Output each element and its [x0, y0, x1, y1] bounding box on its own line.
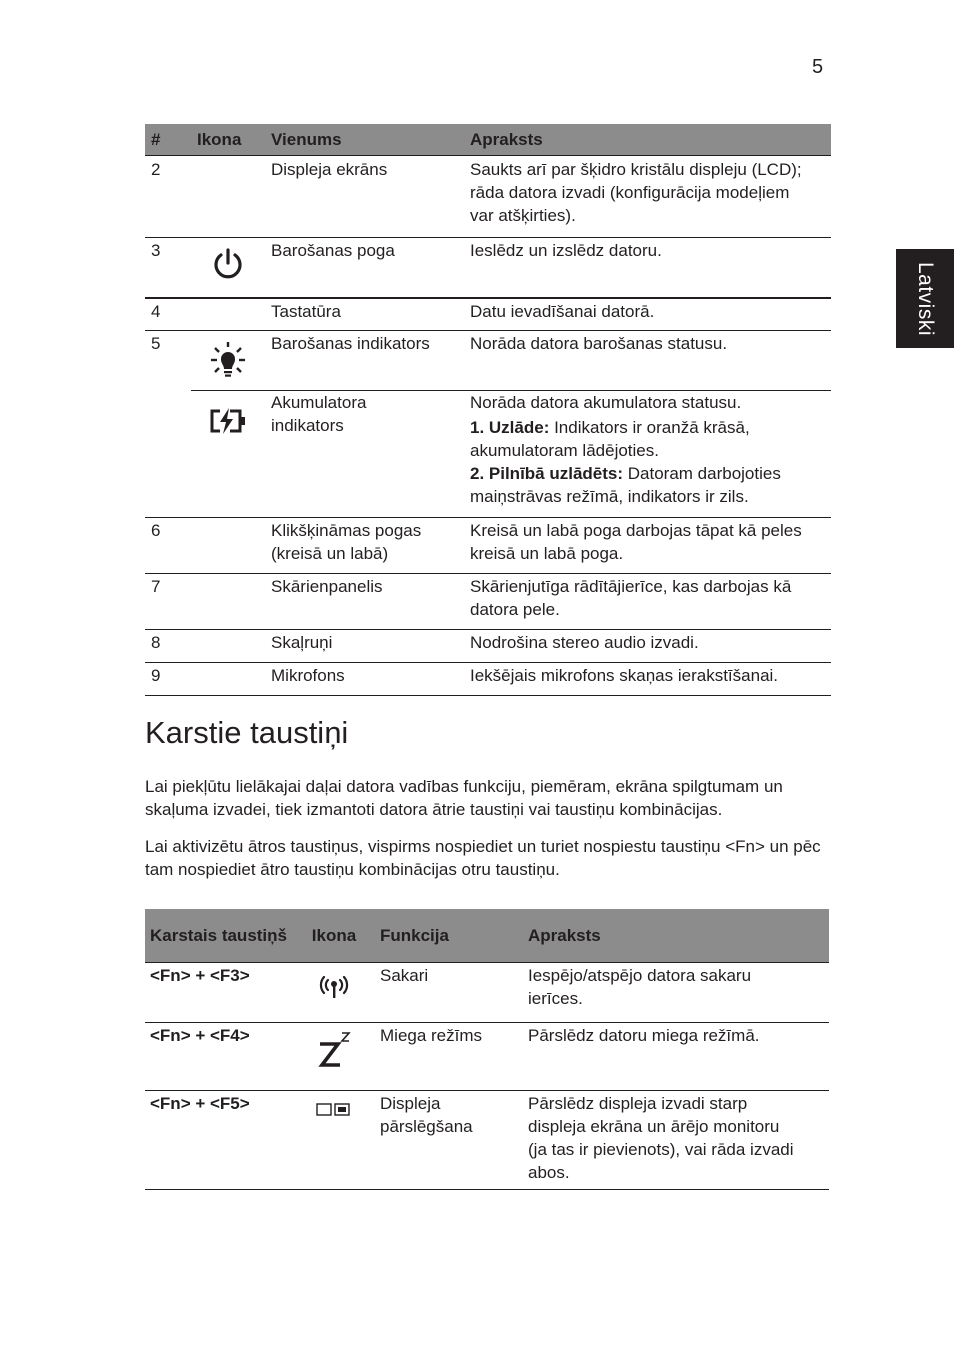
desc-line: akumulatoram lādējoties.	[470, 441, 659, 460]
row-icon-empty	[191, 663, 265, 696]
row-item: Barošanas indikators	[265, 331, 464, 391]
hotkey-function: Miega režīms	[375, 1023, 523, 1091]
table-row	[145, 518, 831, 574]
hotkey-combo: <Fn> + <F5>	[145, 1091, 293, 1190]
row-icon	[191, 331, 265, 391]
row-description: Ieslēdz un izslēdz datoru.	[464, 238, 831, 299]
desc-line: displeja ekrāna un ārējo monitoru	[528, 1117, 780, 1136]
components-table	[145, 124, 831, 696]
table-row	[145, 298, 831, 331]
row-item: Tastatūra	[265, 298, 464, 331]
power-icon	[211, 247, 245, 281]
header-hotkey: Karstais taustiņš	[145, 909, 293, 963]
display-toggle-icon	[314, 1102, 354, 1118]
header-icon: Ikona	[293, 909, 375, 963]
desc-line: abos.	[528, 1163, 570, 1182]
row-item: Mikrofons	[265, 663, 464, 696]
header-item: Vienums	[265, 124, 464, 156]
table-header-row	[145, 909, 829, 963]
desc-line: datora pele.	[470, 600, 560, 619]
row-icon	[191, 238, 265, 299]
desc-text: Indikators ir oranžā krāsā,	[549, 418, 750, 437]
row-description	[464, 518, 831, 574]
intro-paragraph: Lai piekļūtu lielākajai daļai datora vadības funkciju, piemēram, ekrāna spilgtumam un skaļuma izvadei, tiek izmantoti datora ātrie taustiņi vai taustiņu kombinācijas.	[145, 777, 783, 819]
item-line: Akumulatora	[271, 393, 367, 412]
desc-line	[470, 462, 825, 485]
row-icon-empty	[191, 630, 265, 663]
row-item: Displeja ekrāns	[265, 156, 464, 238]
desc-label: 2. Pilnībā uzlādēts:	[470, 464, 624, 483]
desc-line	[470, 416, 825, 439]
row-number: 8	[145, 630, 191, 663]
row-number: 3	[145, 238, 191, 299]
desc-line: Iespējo/atspējo datora sakaru	[528, 966, 752, 985]
wireless-icon	[314, 970, 354, 1000]
section-title: Karstie taustiņi	[145, 715, 349, 750]
desc-line: Kreisā un labā poga darbojas tāpat kā peles	[470, 521, 802, 540]
hotkey-description: Pārslēdz datoru miega režīmā.	[523, 1023, 829, 1091]
header-description: Apraksts	[464, 124, 831, 156]
hotkey-description	[523, 963, 829, 1023]
row-number: 7	[145, 574, 191, 630]
sleep-icon	[314, 1030, 354, 1070]
desc-line: Saukts arī par šķidro kristālu displeju (LCD);	[470, 160, 802, 179]
desc-line: ierīces.	[528, 989, 583, 1008]
desc-line: Skārienjutīga rādītājierīce, kas darbojas kā	[470, 577, 792, 596]
row-icon	[191, 391, 265, 518]
table-header-row	[145, 124, 831, 156]
row-number: 2	[145, 156, 191, 238]
desc-line: rāda datora izvadi (konfigurācija modeļiem	[470, 183, 790, 202]
desc-line: Pārslēdz displeja izvadi starp	[528, 1094, 748, 1113]
hotkey-function	[375, 1091, 523, 1190]
instruction-paragraph: Lai aktivizētu ātros taustiņus, vispirms nospiediet un turiet nospiestu taustiņu <Fn> un pēc tam nospiediet ātro taustiņu kombinācijas otru taustiņu.	[145, 837, 821, 879]
row-item	[265, 518, 464, 574]
func-line: Displeja	[380, 1094, 441, 1113]
table-row	[145, 391, 831, 518]
row-description: Datu ievadīšanai datorā.	[464, 298, 831, 331]
row-number: 4	[145, 298, 191, 331]
desc-line: Norāda datora akumulatora statusu.	[470, 393, 742, 412]
row-number: 9	[145, 663, 191, 696]
row-description	[464, 156, 831, 238]
page-number: 5	[812, 56, 824, 78]
table-row	[145, 331, 831, 391]
desc-line: kreisā un labā poga.	[470, 544, 624, 563]
func-line: pārslēgšana	[380, 1117, 473, 1136]
table-row	[145, 238, 831, 299]
table-row	[145, 1091, 829, 1190]
row-icon-empty	[191, 298, 265, 331]
item-line: (kreisā un labā)	[271, 544, 389, 563]
header-number: #	[145, 124, 191, 156]
row-number: 5	[145, 331, 191, 518]
row-description	[464, 391, 831, 518]
row-item: Skaļruņi	[265, 630, 464, 663]
table-row	[145, 963, 829, 1023]
desc-line: maiņstrāvas režīmā, indikators ir zils.	[470, 487, 749, 506]
table-row	[145, 663, 831, 696]
table-row	[145, 156, 831, 238]
desc-line: var atšķirties).	[470, 206, 576, 225]
row-description	[464, 574, 831, 630]
table-row	[145, 574, 831, 630]
row-number: 6	[145, 518, 191, 574]
language-tab	[896, 249, 954, 348]
row-item: Skārienpanelis	[265, 574, 464, 630]
header-function: Funkcija	[375, 909, 523, 963]
desc-line: (ja tas ir pievienots), vai rāda izvadi	[528, 1140, 794, 1159]
hotkey-combo: <Fn> + <F3>	[145, 963, 293, 1023]
row-description: Nodrošina stereo audio izvadi.	[464, 630, 831, 663]
row-description: Iekšējais mikrofons skaņas ierakstīšanai.	[464, 663, 831, 696]
row-item	[265, 391, 464, 518]
hotkeys-table	[145, 909, 829, 1190]
battery-charge-icon	[208, 407, 248, 435]
item-line: indikators	[271, 416, 344, 435]
row-icon	[293, 963, 375, 1023]
row-icon	[293, 1091, 375, 1190]
power-indicator-icon	[209, 340, 247, 380]
desc-text: Datoram darbojoties	[623, 464, 781, 483]
row-item: Barošanas poga	[265, 238, 464, 299]
row-icon-empty	[191, 156, 265, 238]
row-description: Norāda datora barošanas statusu.	[464, 331, 831, 391]
table-row	[145, 630, 831, 663]
hotkey-function: Sakari	[375, 963, 523, 1023]
hotkey-combo: <Fn> + <F4>	[145, 1023, 293, 1091]
row-icon-empty	[191, 518, 265, 574]
hotkey-description	[523, 1091, 829, 1190]
language-tab-label: Latviski	[914, 261, 937, 336]
header-icon: Ikona	[191, 124, 265, 156]
item-line: Klikšķināmas pogas	[271, 521, 422, 540]
table-row	[145, 1023, 829, 1091]
header-description: Apraksts	[523, 909, 829, 963]
desc-label: 1. Uzlāde:	[470, 418, 550, 437]
row-icon-empty	[191, 574, 265, 630]
row-icon	[293, 1023, 375, 1091]
